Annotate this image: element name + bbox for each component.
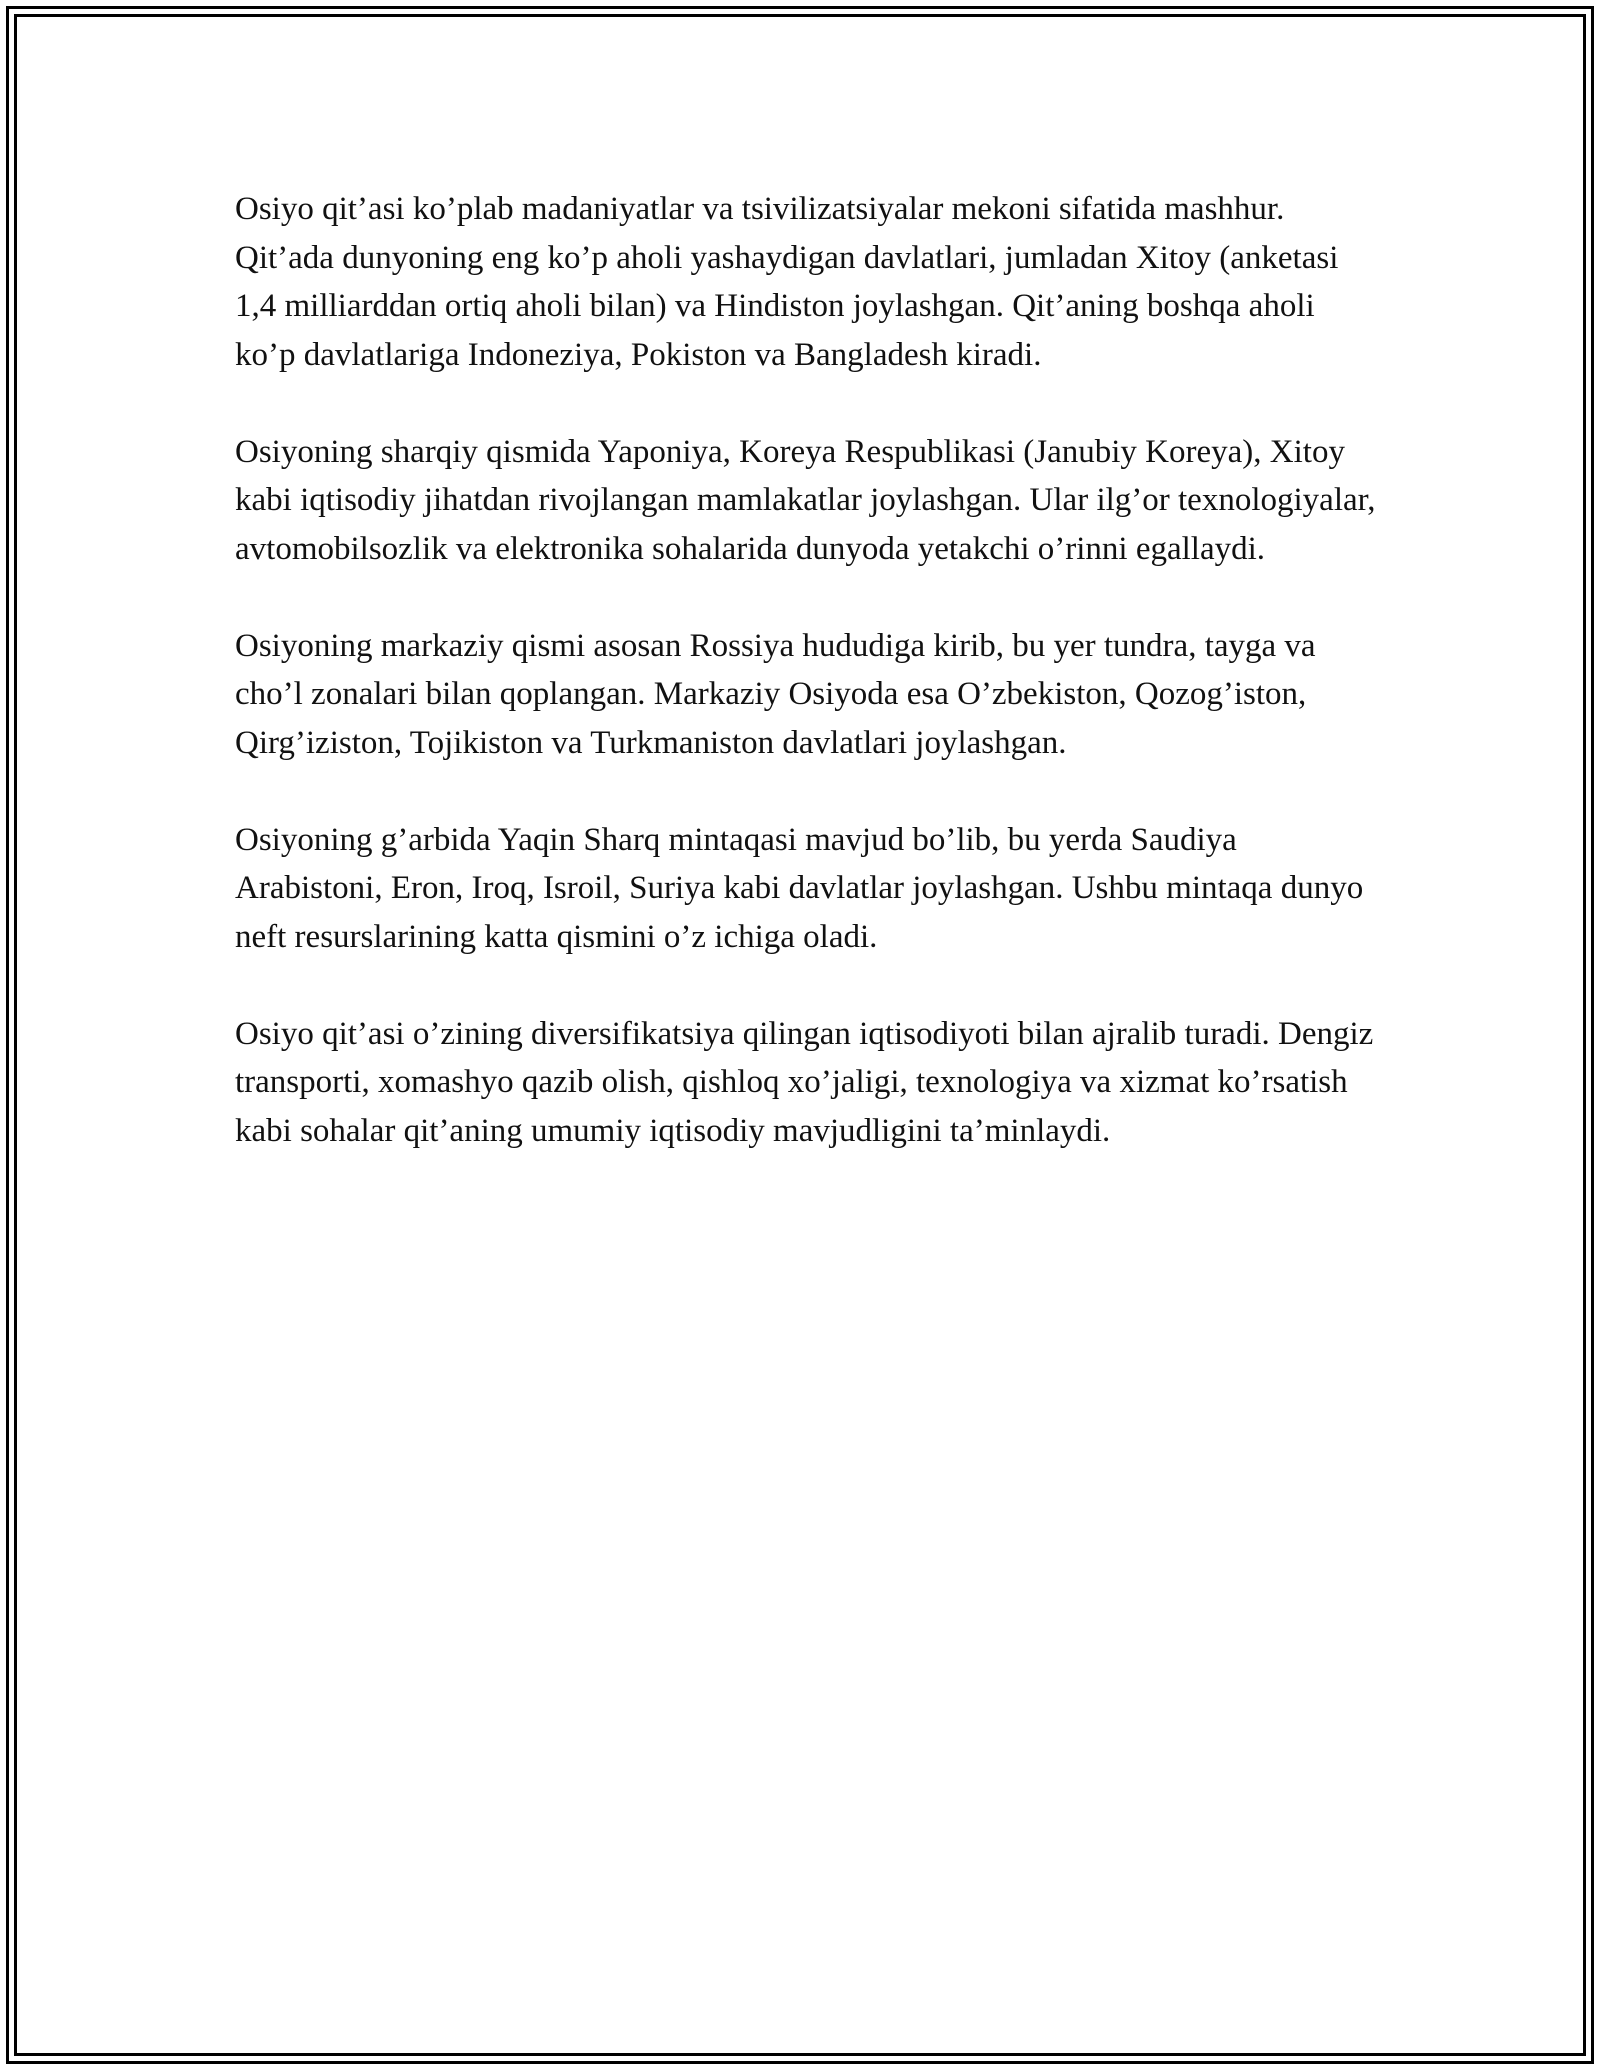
paragraph-central-asia: Osiyoning markaziy qismi asosan Rossiya hududiga kirib, bu yer tundra, tayga va cho’l zonalari bilan qoplangan. Markaziy Osiyoda esa O’zbekiston, Qozog’iston, Qirg’iziston, Tojikiston va Turkmaniston davlatlari joylashgan. bbox=[235, 627, 1316, 761]
document-body bbox=[235, 185, 1380, 1204]
paragraph-east-asia: Osiyoning sharqiy qismida Yaponiya, Koreya Respublikasi (Janubiy Koreya), Xitoy kabi iqtisodiy jihatdan rivojlangan mamlakatlar joylashgan. Ular ilg’or texnologiyalar, avtomobilsozlik va elektronika sohalarida dunyoda yetakchi o’rinni egallaydi. bbox=[235, 433, 1376, 567]
paragraph-economy: Osiyo qit’asi o’zining diversifikatsiya qilingan iqtisodiyoti bilan ajralib turadi. Dengiz transporti, xomashyo qazib olish, qishloq xo’jaligi, texnologiya va xizmat ko’rsatish kabi sohalar qit’aning umumiy iqtisodiy mavjudligini ta’minlaydi. bbox=[235, 1015, 1374, 1149]
paragraph-population: Osiyo qit’asi ko’plab madaniyatlar va tsivilizatsiyalar mekoni sifatida mashhur. Qit’ada dunyoning eng ko’p aholi yashaydigan davlatlari, jumladan Xitoy (anketasi 1,4 milliarddan ortiq aholi bilan) va Hindiston joylashgan. Qit’aning boshqa aholi ko’p davlatlariga Indoneziya, Pokiston va Bangladesh kiradi. bbox=[235, 191, 1339, 373]
paragraph-west-asia: Osiyoning g’arbida Yaqin Sharq mintaqasi mavjud bo’lib, bu yerda Saudiya Arabistoni, Eron, Iroq, Isroil, Suriya kabi davlatlar joylashgan. Ushbu mintaqa dunyo neft resurslarining katta qismini o’z ichiga oladi. bbox=[235, 821, 1364, 955]
